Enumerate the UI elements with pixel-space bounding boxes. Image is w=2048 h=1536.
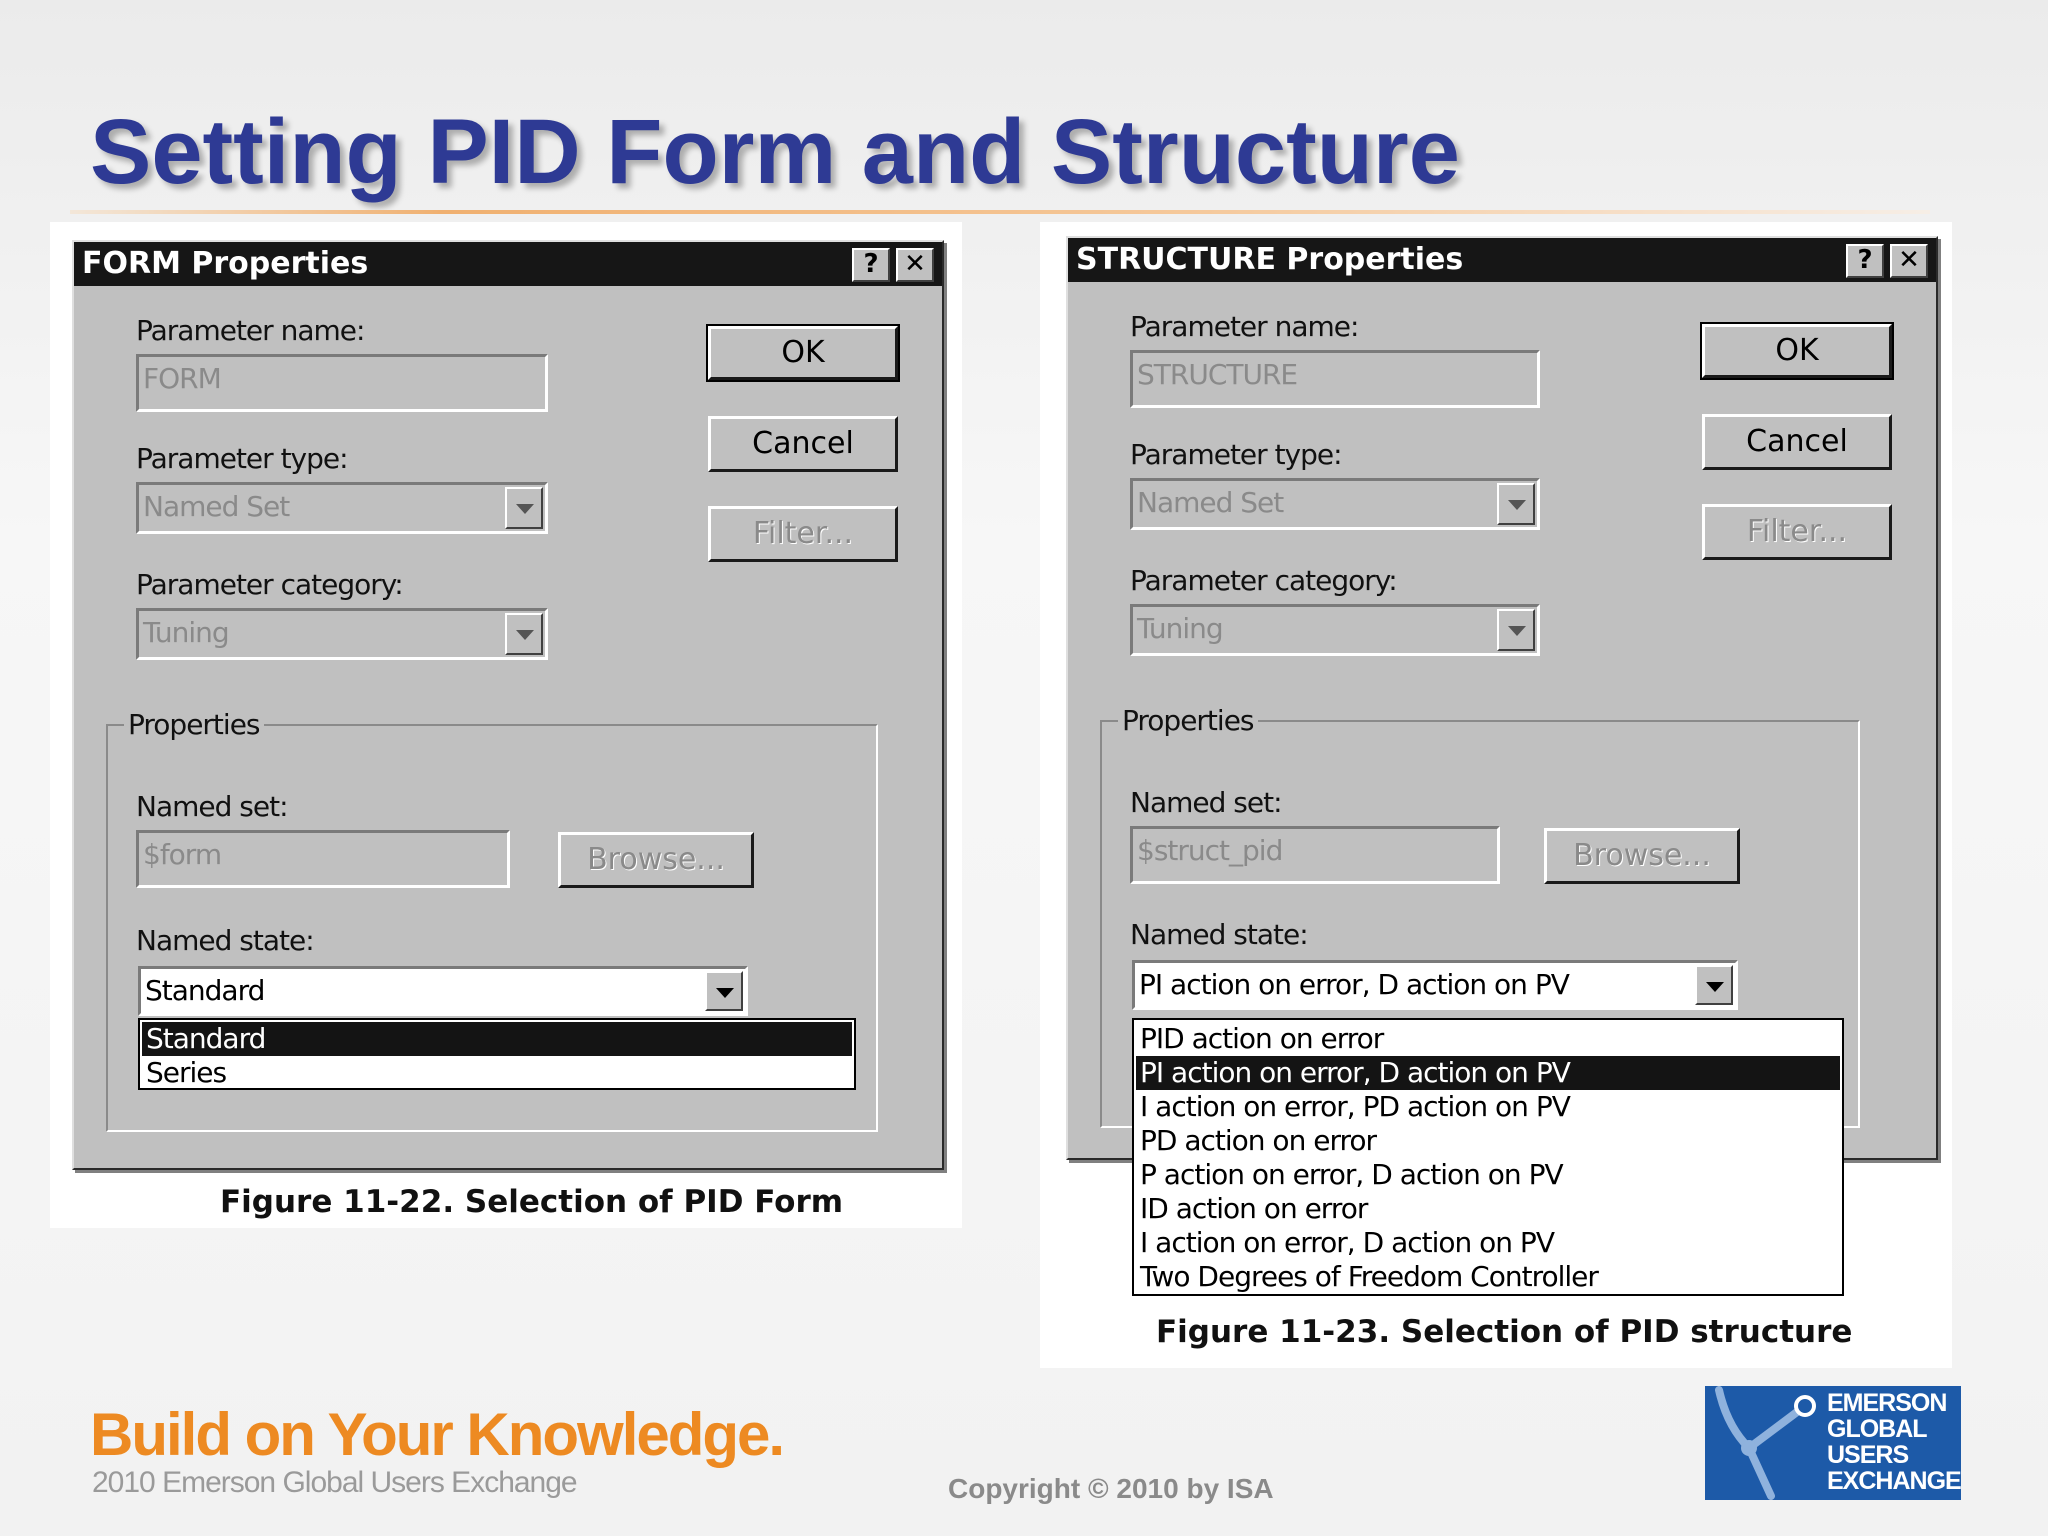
parameter-category-value: Tuning (1137, 612, 1223, 645)
figure-caption: Figure 11-22. Selection of PID Form (220, 1184, 844, 1220)
named-state-dropdown-list (138, 1018, 856, 1090)
form-figure-panel (50, 222, 962, 1228)
chevron-down-icon[interactable] (705, 971, 743, 1011)
form-dialog-titlebar (74, 242, 942, 286)
list-item[interactable]: P action on error, D action on PV (1140, 1158, 1563, 1191)
chevron-down-icon (505, 487, 543, 529)
network-logo-icon (1705, 1386, 1825, 1500)
cancel-button[interactable]: Cancel (1702, 414, 1892, 470)
named-state-select[interactable] (138, 966, 748, 1016)
list-item[interactable]: Two Degrees of Freedom Controller (1140, 1260, 1598, 1293)
parameter-category-select (1130, 604, 1540, 656)
close-icon[interactable]: ✕ (896, 248, 934, 282)
browse-button: Browse... (1544, 828, 1740, 884)
named-state-label: Named state: (1130, 918, 1308, 951)
list-item[interactable]: Series (146, 1056, 227, 1089)
chevron-down-icon[interactable] (1695, 965, 1733, 1005)
copyright-text: Copyright © 2010 by ISA (948, 1473, 1274, 1504)
named-state-select[interactable] (1132, 960, 1738, 1010)
named-set-label: Named set: (1130, 786, 1282, 819)
structure-figure-panel (1040, 222, 1952, 1368)
logo-text-line: EMERSON (1827, 1389, 1947, 1417)
named-state-value: PI action on error, D action on PV (1139, 968, 1569, 1001)
form-dialog-title: FORM Properties (82, 246, 369, 281)
parameter-name-label: Parameter name: (136, 314, 365, 347)
parameter-type-label: Parameter type: (1130, 438, 1342, 471)
parameter-type-select (136, 482, 548, 534)
named-set-label: Named set: (136, 790, 288, 823)
filter-button: Filter... (1702, 504, 1892, 560)
list-item[interactable]: I action on error, D action on PV (1140, 1226, 1554, 1259)
browse-button: Browse... (558, 832, 754, 888)
structure-dialog-title: STRUCTURE Properties (1076, 242, 1464, 277)
parameter-name-label: Parameter name: (1130, 310, 1359, 343)
ok-button[interactable]: OK (1702, 324, 1892, 378)
ok-button[interactable]: OK (708, 326, 898, 380)
cancel-button[interactable]: Cancel (708, 416, 898, 472)
brand-tagline: Build on Your Knowledge. (90, 1401, 784, 1468)
parameter-category-value: Tuning (143, 616, 229, 649)
list-item[interactable]: Standard (142, 1022, 852, 1056)
parameter-type-select (1130, 478, 1540, 530)
emerson-global-users-exchange-logo (1705, 1386, 1961, 1500)
parameter-name-field: FORM (136, 354, 548, 412)
list-item[interactable]: I action on error, PD action on PV (1140, 1090, 1570, 1123)
logo-text-line: GLOBAL (1827, 1415, 1927, 1443)
slide-title: Setting PID Form and Structure (90, 101, 1460, 203)
help-icon[interactable]: ? (852, 248, 890, 282)
list-item[interactable]: ID action on error (1140, 1192, 1368, 1225)
brand-subtitle: 2010 Emerson Global Users Exchange (92, 1466, 577, 1499)
chevron-down-icon (1497, 609, 1535, 651)
named-state-dropdown-list (1132, 1018, 1844, 1296)
title-divider (70, 210, 1930, 214)
list-item[interactable]: PD action on error (1140, 1124, 1376, 1157)
named-state-value: Standard (145, 974, 265, 1007)
properties-group-label: Properties (1118, 704, 1258, 737)
parameter-category-select (136, 608, 548, 660)
parameter-type-value: Named Set (143, 490, 290, 523)
list-item[interactable]: PID action on error (1140, 1022, 1384, 1055)
chevron-down-icon (1497, 483, 1535, 525)
figure-caption: Figure 11-23. Selection of PID structure (1156, 1314, 1853, 1350)
parameter-type-value: Named Set (1137, 486, 1284, 519)
structure-dialog-titlebar (1068, 238, 1936, 282)
named-set-field: $form (136, 830, 510, 888)
chevron-down-icon (505, 613, 543, 655)
logo-text-line: USERS (1827, 1441, 1909, 1469)
parameter-category-label: Parameter category: (136, 568, 403, 601)
parameter-type-label: Parameter type: (136, 442, 348, 475)
named-state-label: Named state: (136, 924, 314, 957)
parameter-category-label: Parameter category: (1130, 564, 1397, 597)
properties-group-label: Properties (124, 708, 264, 741)
list-item[interactable]: PI action on error, D action on PV (1136, 1056, 1840, 1090)
parameter-name-field: STRUCTURE (1130, 350, 1540, 408)
filter-button: Filter... (708, 506, 898, 562)
logo-text-line: EXCHANGE (1827, 1467, 1961, 1495)
form-properties-dialog (72, 240, 944, 1170)
help-icon[interactable]: ? (1846, 244, 1884, 278)
named-set-field: $struct_pid (1130, 826, 1500, 884)
close-icon[interactable]: ✕ (1890, 244, 1928, 278)
